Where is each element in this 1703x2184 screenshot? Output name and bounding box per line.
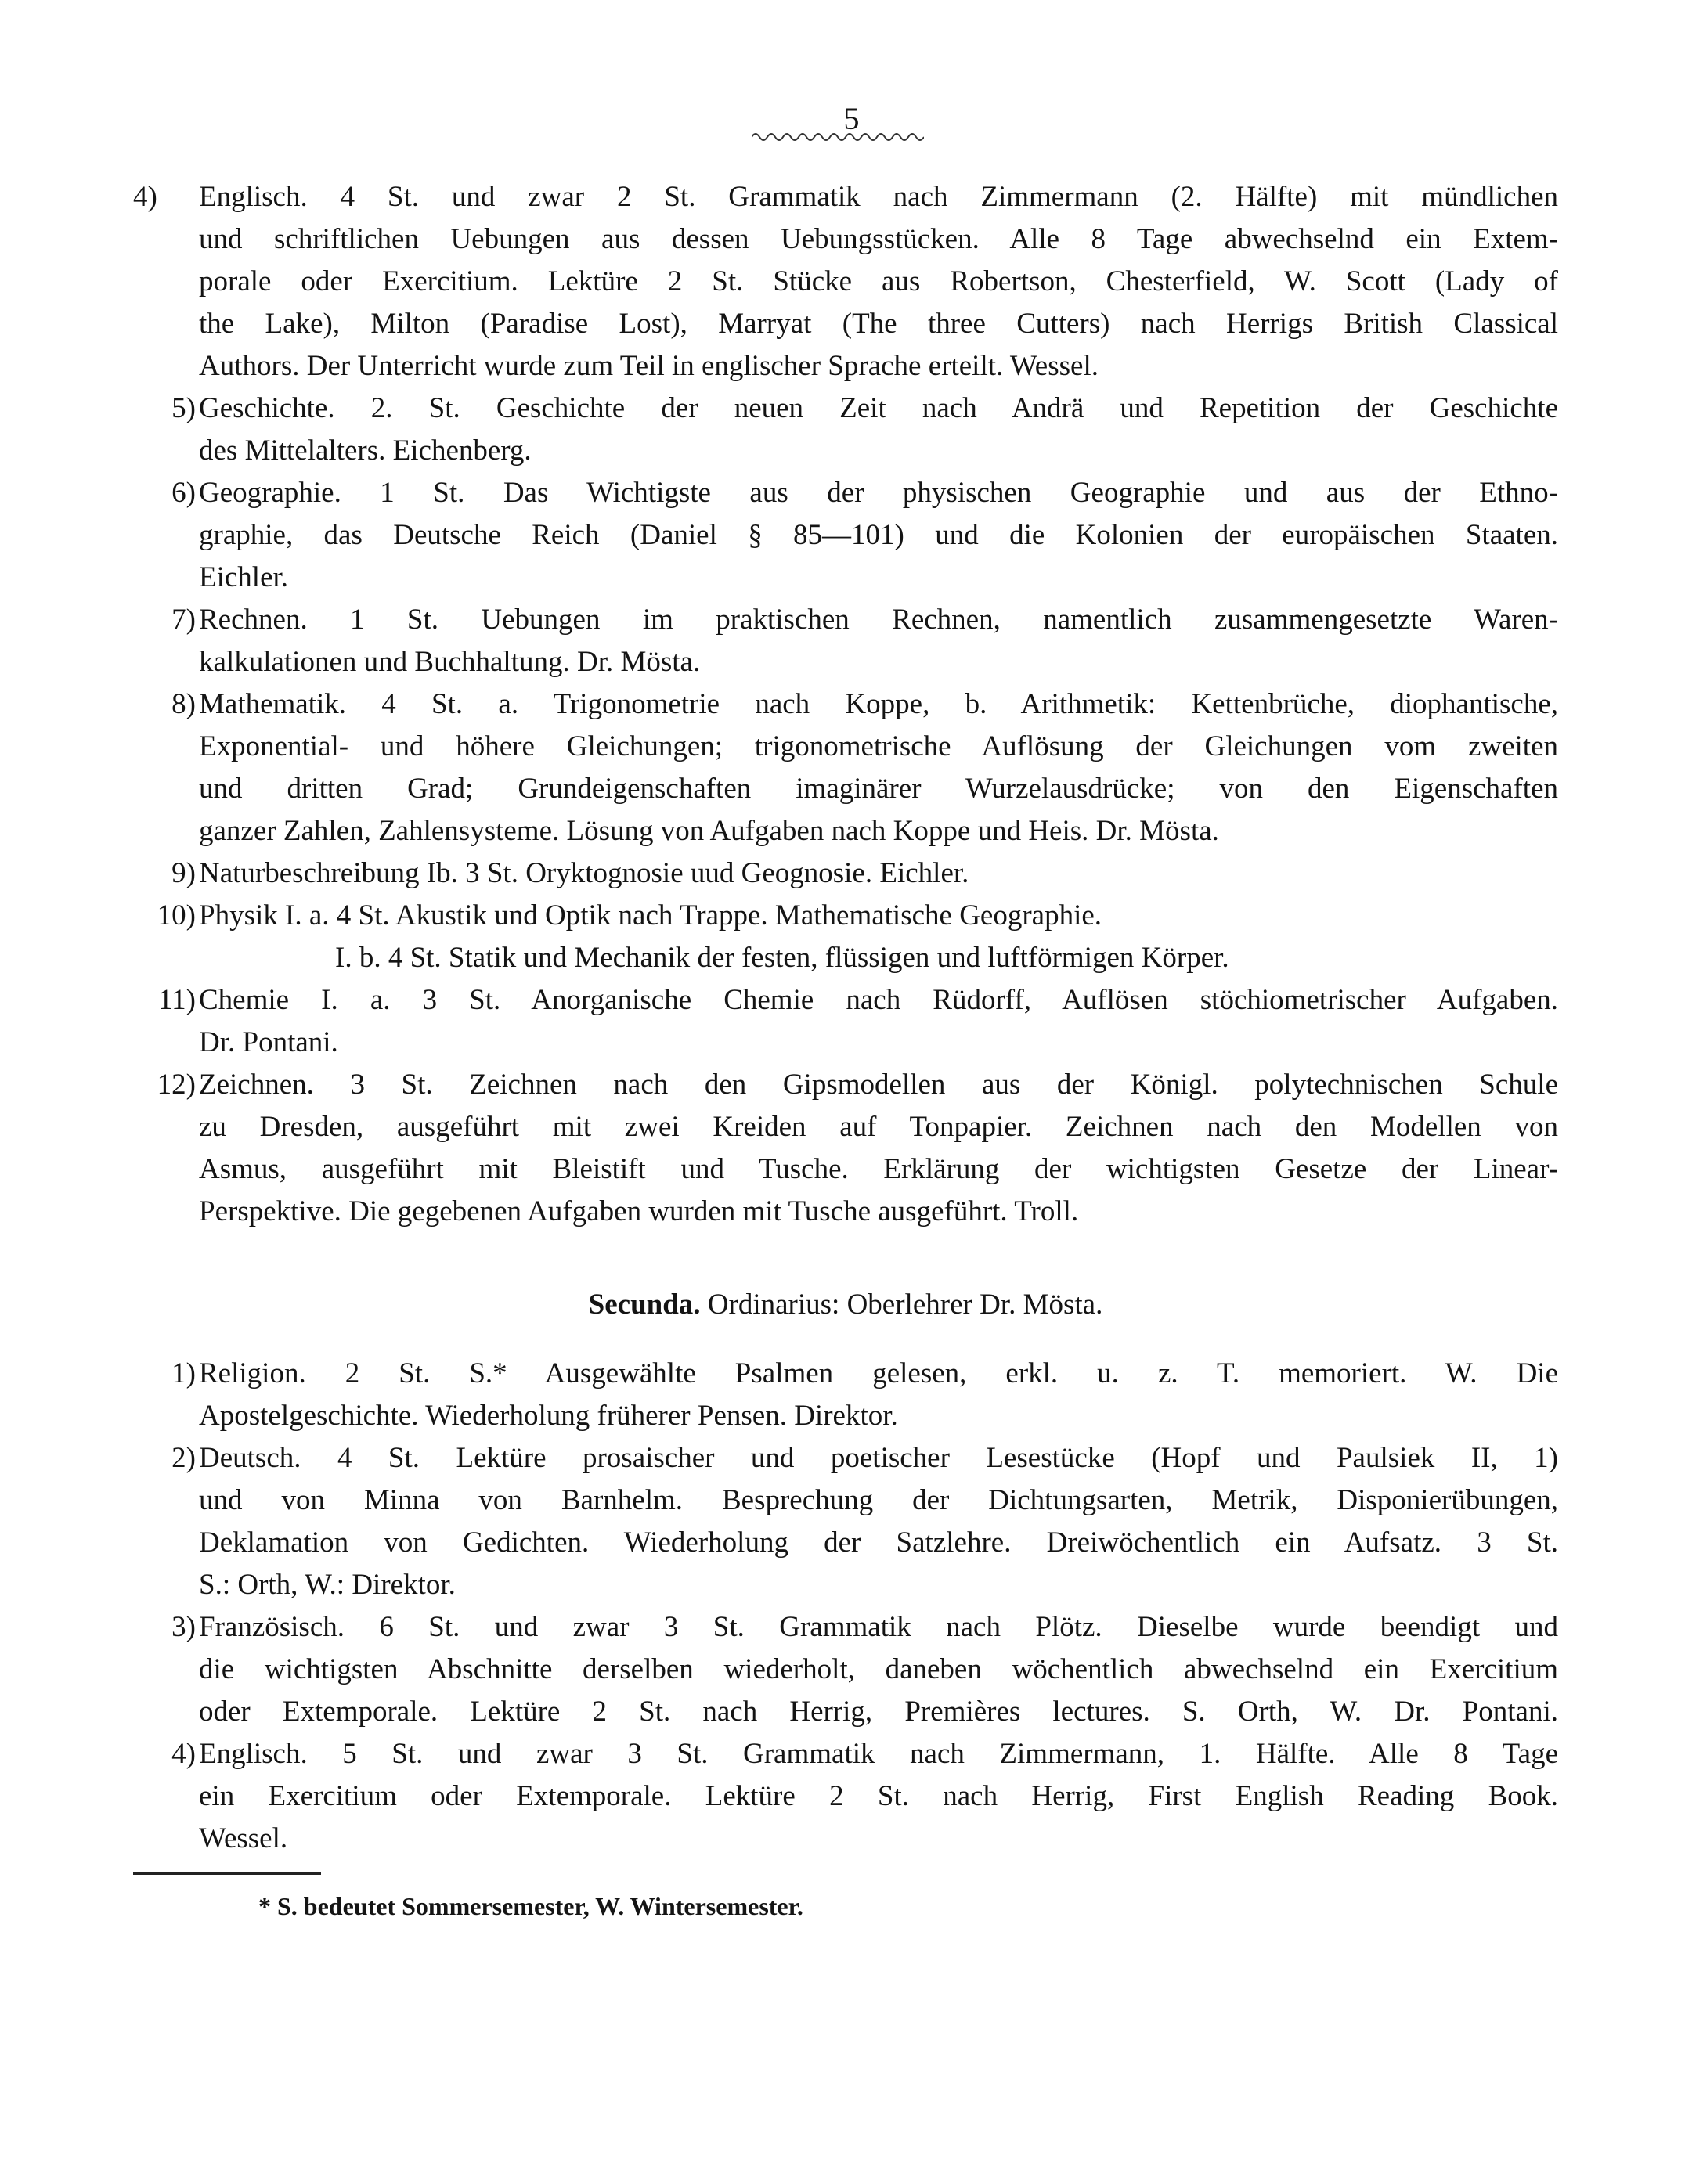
text-line: the Lake), Milton (Paradise Lost), Marryat (The three Cutters) nach Herrigs British Classical: [199, 308, 1558, 340]
list-item: 11) Chemie I. a. 3 St. Anorganische Chemie nach Rüdorff, Auflösen stöchiometrischer Aufgaben.: [158, 984, 1558, 1016]
list-item: 5) Geschichte. 2. St. Geschichte der neuen Zeit nach Andrä und Repetition der Geschichte: [171, 392, 1558, 424]
list-item: 8) Mathematik. 4 St. a. Trigonometrie nach Koppe, b. Arithmetik: Kettenbrüche, diophantische,: [171, 688, 1558, 720]
text-line: und von Minna von Barnhelm. Besprechung der Dichtungsarten, Metrik, Disponierübungen,: [199, 1484, 1558, 1516]
footnote: * S. bedeutet Sommersemester, W. Wintersemester.: [258, 1892, 803, 1920]
text-line: Deklamation von Gedichten. Wiederholung der Satzlehre. Dreiwöchentlich ein Aufsatz. 3 St.: [199, 1526, 1558, 1559]
text-line: oder Extemporale. Lektüre 2 St. nach Herrig, Premières lectures. S. Orth, W. Dr. Pontani.: [199, 1696, 1558, 1728]
list-item: 7) Rechnen. 1 St. Uebungen im praktischen Rechnen, namentlich zusammengesetzte Waren-: [171, 604, 1558, 636]
list-item: 9) Naturbeschreibung Ib. 3 St. Oryktognosie uud Geognosie. Eichler.: [171, 857, 969, 889]
list-item: 1) Religion. 2 St. S.* Ausgewählte Psalmen gelesen, erkl. u. z. T. memoriert. W. Die: [171, 1357, 1558, 1389]
text-line: Asmus, ausgeführt mit Bleistift und Tusche. Erklärung der wichtigsten Gesetze der Linear-: [199, 1153, 1558, 1185]
text-line: des Mittelalters. Eichenberg.: [199, 434, 532, 467]
text-line: Authors. Der Unterricht wurde zum Teil in englischer Sprache erteilt. Wessel.: [199, 350, 1099, 382]
text-line: Dr. Pontani.: [199, 1026, 338, 1058]
text-line: ganzer Zahlen, Zahlensysteme. Lösung von Aufgaben nach Koppe und Heis. Dr. Mösta.: [199, 815, 1219, 847]
text-line: zu Dresden, ausgeführt mit zwei Kreiden auf Tonpapier. Zeichnen nach den Modellen von: [199, 1111, 1558, 1143]
list-item: 4) Englisch. 5 St. und zwar 3 St. Grammatik nach Zimmermann, 1. Hälfte. Alle 8 Tage: [171, 1738, 1558, 1770]
text-line: kalkulationen und Buchhaltung. Dr. Mösta.: [199, 646, 701, 678]
text-line: Exponential- und höhere Gleichungen; trigonometrische Auflösung der Gleichungen vom zweiten: [199, 730, 1558, 762]
list-item: 6) Geographie. 1 St. Das Wichtigste aus der physischen Geographie und aus der Ethno-: [171, 477, 1558, 509]
text-line: graphie, das Deutsche Reich (Daniel § 85—101) und die Kolonien der europäischen Staaten.: [199, 519, 1558, 551]
text-line: I. b. 4 St. Statik und Mechanik der festen, flüssigen und luftförmigen Körper.: [335, 942, 1229, 974]
text-line: S.: Orth, W.: Direktor.: [199, 1569, 456, 1601]
list-item: 3) Französisch. 6 St. und zwar 3 St. Grammatik nach Plötz. Dieselbe wurde beendigt und: [171, 1611, 1558, 1643]
page-number: 5: [843, 101, 860, 136]
list-item: 12) Zeichnen. 3 St. Zeichnen nach den Gipsmodellen aus der Königl. polytechnischen Schule: [157, 1069, 1558, 1101]
text-line: und schriftlichen Uebungen aus dessen Uebungsstücken. Alle 8 Tage abwechselnd ein Extem-: [199, 223, 1558, 255]
list-item: 2) Deutsch. 4 St. Lektüre prosaischer und poetischer Lesestücke (Hopf und Paulsiek II, 1): [171, 1442, 1558, 1474]
heading-title: Secunda.: [588, 1288, 701, 1321]
list-item: 10) Physik I. a. 4 St. Akustik und Optik nach Trappe. Mathematische Geographie.: [157, 899, 1102, 932]
footnote-divider: [133, 1872, 321, 1875]
list-item: 4) Englisch. 4 St. und zwar 2 St. Grammatik nach Zimmermann (2. Hälfte) mit mündlichen: [133, 181, 1558, 213]
text-line: Wessel.: [199, 1822, 288, 1854]
wavy-ornament: [752, 125, 924, 149]
text-line: und dritten Grad; Grundeigenschaften imaginärer Wurzelausdrücke; von den Eigenschaften: [199, 773, 1558, 805]
text-line: Eichler.: [199, 561, 289, 593]
text-line: Apostelgeschichte. Wiederholung früherer Pensen. Direktor.: [199, 1400, 898, 1432]
text-line: Perspektive. Die gegebenen Aufgaben wurden mit Tusche ausgeführt. Troll.: [199, 1195, 1079, 1227]
text-line: porale oder Exercitium. Lektüre 2 St. Stücke aus Robertson, Chesterfield, W. Scott (Lady of: [199, 265, 1558, 297]
heading-ordinarius: Ordinarius: Oberlehrer Dr. Mösta.: [707, 1288, 1103, 1321]
text-line: die wichtigsten Abschnitte derselben wiederholt, daneben wöchentlich abwechselnd ein Exercitium: [199, 1653, 1558, 1685]
text-line: ein Exercitium oder Extemporale. Lektüre 2 St. nach Herrig, First English Reading Book.: [199, 1780, 1558, 1812]
